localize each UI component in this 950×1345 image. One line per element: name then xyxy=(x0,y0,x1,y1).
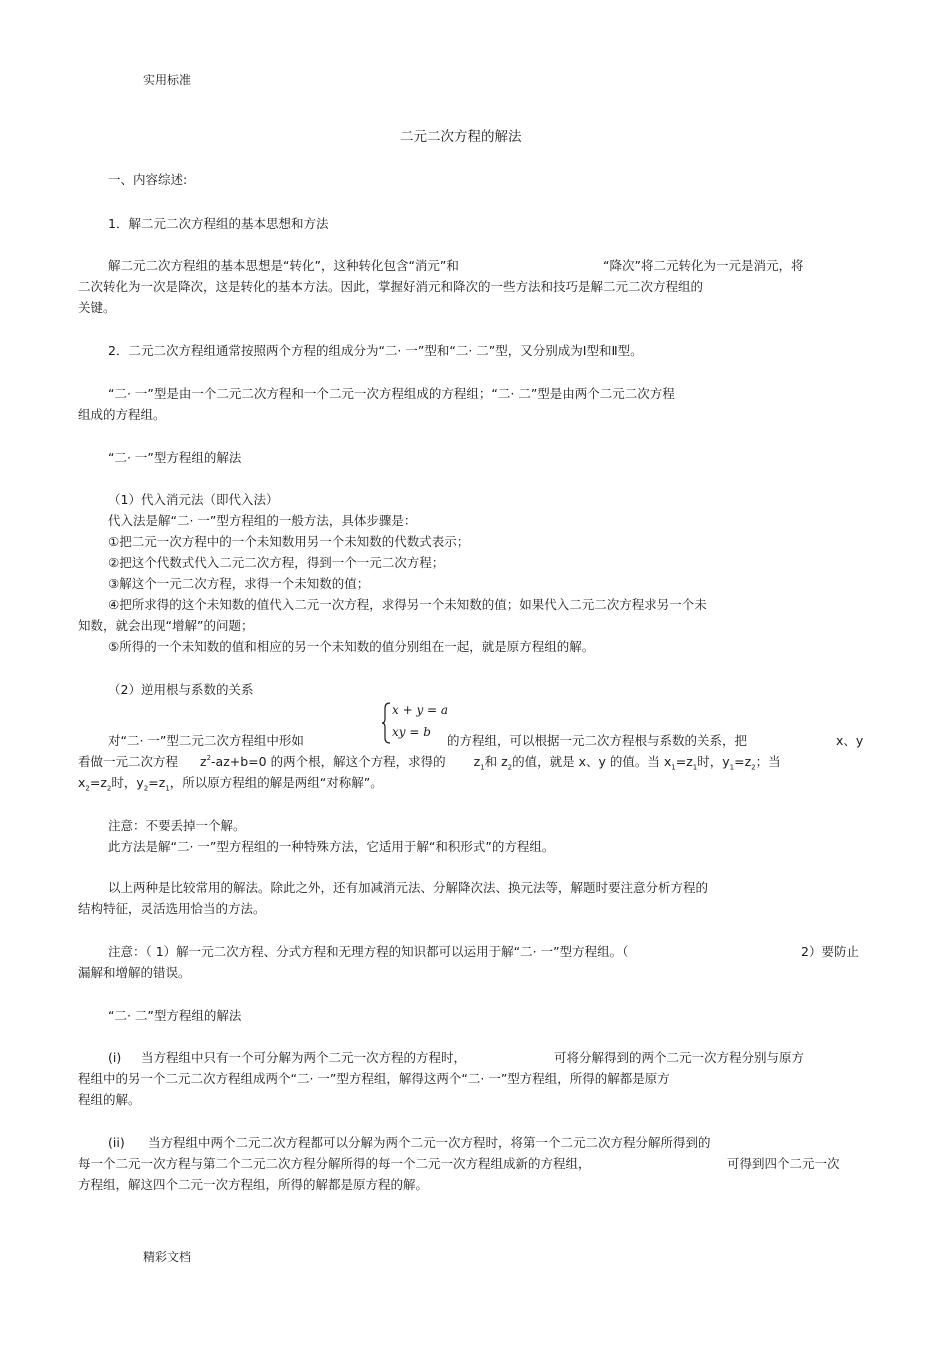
subscript: 1 xyxy=(671,763,676,772)
paragraph-basic-idea-line2: 二次转化为一次是降次，这是转化的基本方法。因此，掌握好消元和降次的一些方法和技巧是解二元二次方程组的 xyxy=(78,279,704,294)
paragraph-types-line2: 组成的方程组。 xyxy=(78,407,166,422)
method2-heading: （2）逆用根与系数的关系 xyxy=(108,682,254,697)
method1-step4: ④把所求得的这个未知数的值代入二元一次方程，求得另一个未知数的值；如果代入二元二次方程求另一个未 xyxy=(108,597,707,612)
note2-line2: 漏解和增解的错误。 xyxy=(78,965,191,980)
subheading-type-2-2: “二· 二”型方程组的解法 xyxy=(108,1008,242,1023)
paragraph-basic-idea-line1a: 解二元二次方程组的基本思想是“转化”，这种转化包含“消元”和 xyxy=(108,258,459,273)
subscript: 1 xyxy=(480,763,485,772)
method2-line3-part-c: =z xyxy=(89,775,107,790)
case-i-line1a: 当方程组中只有一个可分解为两个二元一次方程的方程时， xyxy=(141,1050,467,1065)
subscript: 2 xyxy=(85,784,90,793)
case-ii-tag: (ii) xyxy=(108,1135,125,1150)
method2-line3-part-e: 时，y xyxy=(111,775,144,790)
method2-line2-part-q: ；当 xyxy=(755,754,781,769)
section-heading-basic-method: 1．解二元二次方程组的基本思想和方法 xyxy=(108,216,329,231)
method2-line2-part-i: 的值，就是 x、y 的值。当 x xyxy=(512,754,672,769)
method2-line1a: 对“二· 一”型二元二次方程组中形如 xyxy=(108,733,304,748)
note2-line1b: 2）要防止 xyxy=(801,944,859,959)
subscript: 2 xyxy=(106,784,112,793)
method1-step4-cont: 知数，就会出现“增解”的问题； xyxy=(78,618,254,633)
equation-product: xy = b xyxy=(392,725,431,739)
subscript: 1 xyxy=(165,784,170,793)
method1-step3: ③解这个一元二次方程，求得一个未知数的值； xyxy=(108,576,370,591)
exponent: 2 xyxy=(206,754,212,762)
var-z1: z xyxy=(473,754,481,769)
subscript: 1 xyxy=(729,763,735,772)
method2-line2-part-a: 看做一元二次方程 xyxy=(78,754,179,769)
subscript: 1 xyxy=(692,763,698,772)
method1-step5: ⑤所得的一个未知数的值和相应的另一个未知数的值分别组在一起，就是原方程组的解。 xyxy=(108,639,595,654)
note2-line1a: 注意：（ 1）解一元二次方程、分式方程和无理方程的知识都可以运用于解“二· 一”型方程组。（ xyxy=(108,944,629,959)
section-heading-types: 2．二元二次方程组通常按照两个方程的组成分为“二· 一”型和“二· 二”型，又分别成为Ⅰ型和Ⅱ型。 xyxy=(108,343,643,358)
equation-system-image xyxy=(382,702,452,744)
subscript: 2 xyxy=(143,784,149,793)
method2-line3 xyxy=(78,775,383,791)
page-header: 实用标准 xyxy=(143,73,192,87)
method2-line2-part-o: =z xyxy=(734,754,752,769)
subscript: 2 xyxy=(507,763,513,772)
method2-line2-part-m: 时，y xyxy=(697,754,730,769)
method1-step1: ①把二元一次方程中的一个未知数用另一个未知数的代数式表示； xyxy=(108,534,470,549)
method2-line2-part-k: =z xyxy=(675,754,693,769)
case-ii-line2b: 可得到四个二元一次 xyxy=(727,1156,840,1171)
case-ii-line2a: 每一个二元一次方程与第二个二元二次方程分解所得的每一个二元一次方程组成新的方程组， xyxy=(78,1156,591,1171)
subscript: 2 xyxy=(751,763,756,772)
document-title: 二元二次方程的解法 xyxy=(400,129,522,145)
case-i-line2: 程组中的另一个二元二次方程组成两个“二· 一”型方程组，解得这两个“二· 一”型方程组，所得的解都是原方 xyxy=(78,1071,670,1086)
case-i-tag: (i) xyxy=(108,1050,122,1065)
method2-line2 xyxy=(78,754,781,770)
method1-step2: ②把这个代数式代入二元二次方程，得到一个一元二次方程； xyxy=(108,555,445,570)
var-z: z xyxy=(200,754,207,769)
var-x2: x xyxy=(78,775,86,790)
subheading-type-2-1: “二· 一”型方程组的解法 xyxy=(108,450,242,465)
paragraph-basic-idea-line1b: “降次”将二元转化为一元是消元，将 xyxy=(603,258,804,273)
method2-line3-part-g: =z xyxy=(148,775,166,790)
note1-line2: 此方法是解“二· 一”型方程组的一种特殊方法，它适用于解“和积形式”的方程组。 xyxy=(108,839,555,854)
method2-line1c: x、y xyxy=(836,733,864,748)
case-i-line1b: 可将分解得到的两个二元一次方程分别与原方 xyxy=(554,1050,805,1065)
paragraph-types-line1: “二· 一”型是由一个二元二次方程和一个二元一次方程组成的方程组；“二· 二”型是由两个二元二次方程 xyxy=(108,386,675,401)
case-ii-line1: 当方程组中两个二元二次方程都可以分解为两个二元一次方程时，将第一个二元二次方程分解所得到的 xyxy=(148,1135,711,1150)
case-ii-line3: 方程组，解这四个二元一次方程组，所得的解都是原方程的解。 xyxy=(78,1177,429,1192)
note1-line1: 注意：不要丢掉一个解。 xyxy=(108,818,246,833)
section-heading-overview: 一、内容综述: xyxy=(108,172,188,187)
paragraph-summary-line1: 以上两种是比较常用的解法。除此之外，还有加减消元法、分解降次法、换元法等，解题时要注意分析方程的 xyxy=(108,880,709,895)
method2-line2-part-d: -az+b=0 的两个根，解这个方程，求得的 xyxy=(211,754,446,769)
page-footer: 精彩文档 xyxy=(143,1250,192,1264)
left-brace-icon xyxy=(382,702,392,744)
method2-line2-part-g: 和 z xyxy=(484,754,508,769)
equation-sum: x + y = a xyxy=(392,703,449,717)
method2-line1b: 的方程组，可以根据一元二次方程根与系数的关系，把 xyxy=(447,733,748,748)
method1-line1: 代入法是解“二· 一”型方程组的一般方法，具体步骤是： xyxy=(108,513,417,528)
case-i-line3: 程组的解。 xyxy=(78,1092,141,1107)
paragraph-summary-line2: 结构特征，灵活选用恰当的方法。 xyxy=(78,901,266,916)
method2-line3-part-i: ，所以原方程组的解是两组“对称解”。 xyxy=(169,775,383,790)
method1-heading: （1）代入消元法（即代入法） xyxy=(108,492,279,507)
paragraph-basic-idea-line3: 关键。 xyxy=(78,300,116,315)
